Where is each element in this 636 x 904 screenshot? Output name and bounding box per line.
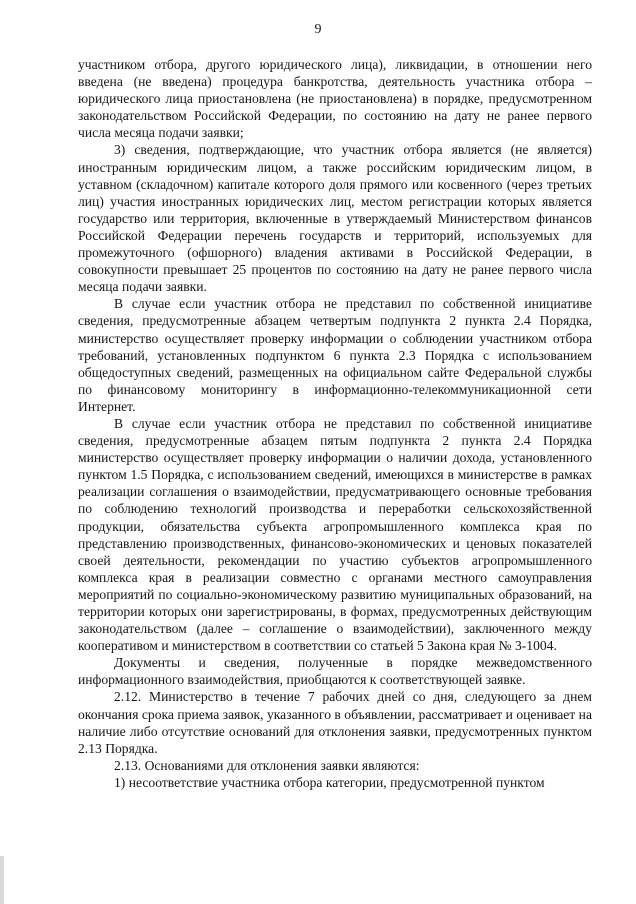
paragraph-item-3-foreign-entity: 3) сведения, подтверждающие, что участник отбора является (не является) иностранным юридическим лицом, а также российским юридическим лицом, в уставном (складочном) капитале которого доля прямого или косвенного (через третьих лиц) участия иностранных юридических лиц, местом регистрации которых является государство или территория, включенные в утверждаемый Министерством финансов Российской Федерации перечень государств и территорий, используемых для промежуточного (офшорного) владения активами в Российской Федерации, в совокупности превышает 25 процентов по состоянию на дату не ранее первого числа месяца подачи заявки. — [78, 142, 592, 295]
scan-edge-mark — [0, 856, 4, 904]
paragraph-check-income: В случае если участник отбора не представил по собственной инициативе сведения, предусмотренные абзацем пятым подпункта 2 пункта 2.4 Порядка министерство осуществляет проверку информации о наличии дохода, установленного пунктом 1.5 Порядка, с использованием сведений, имеющихся в министерстве в рамках реализации соглашения о взаимодействии, предусматривающего основные требования по соблюдению технологий производства и переработки сельскохозяйственной продукции, обязательства субъекта агропромышленного комплекса края по представлению производственных, финансово-экономических и ценовых показателей своей деятельности, рекомендации по участию субъектов агропромышленного комплекса края в реализации совместно с органами местного самоуправления мероприятий по социально-экономическому развитию муниципальных образований, на территории которых они зарегистрированы, в формах, предусмотренных действующим законодательством (далее – соглашение о взаимодействии), заключенного между кооперативом и министерством в соответствии со статьей 5 Закона края № 3-1004. — [78, 415, 592, 654]
paragraph-2-13-grounds-heading: 2.13. Основаниями для отклонения заявки являются: — [114, 757, 420, 773]
page-number: 9 — [314, 22, 322, 37]
paragraph-check-financial-monitoring: В случае если участник отбора не представил по собственной инициативе сведения, предусмотренные абзацем четвертым подпункта 2 пункта 2.4 Порядка, министерство осуществляет проверку информации о соблюдении участником отбора требований, установленных подпунктом 6 пункта 2.3 Порядка с использованием общедоступных сведений, размещенных на официальном сайте Федеральной службы по финансовому мониторингу в информационно-телекоммуникационной сети Интернет. — [78, 296, 592, 414]
paragraph-2-12-review: 2.12. Министерство в течение 7 рабочих дней со дня, следующего за днем окончания срока приема заявок, указанного в объявлении, рассматривает и оценивает на наличие либо отсутствие оснований для отклонения заявки, предусмотренных пунктом 2.13 Порядка. — [78, 689, 592, 756]
paragraph-2-13-item-1: 1) несоответствие участника отбора категории, предусмотренной пунктом — [114, 774, 545, 790]
document-body — [78, 56, 592, 791]
paragraph-interagency-documents: Документы и сведения, полученные в порядке межведомственного информационного взаимодействия, приобщаются к соответствующей заявке. — [78, 655, 592, 688]
paragraph-continuation: участником отбора, другого юридического лица), ликвидации, в отношении него введена (не введена) процедура банкротства, деятельность участника отбора – юридического лица приостановлена (не приостановлена) в порядке, предусмотренном законодательством Российской Федерации, по состоянию на дату не ранее первого числа месяца подачи заявки; — [78, 57, 592, 141]
